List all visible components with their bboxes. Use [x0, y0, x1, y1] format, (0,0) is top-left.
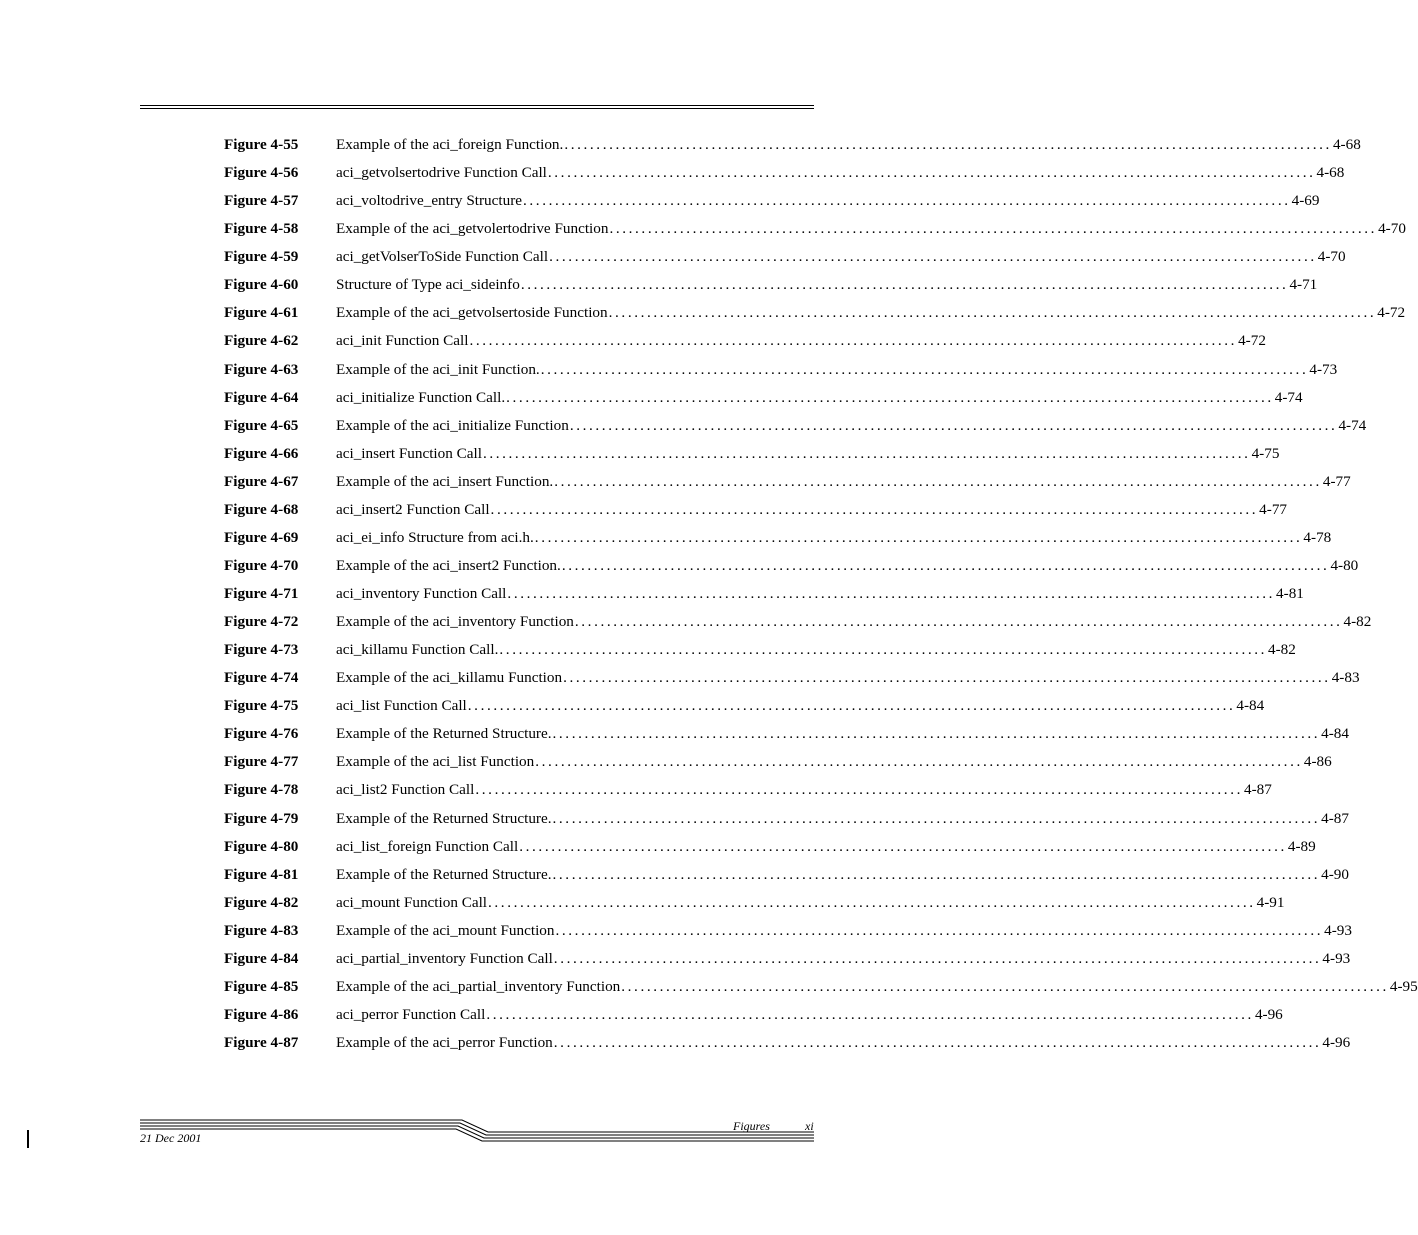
figure-number: Figure 4-64 [224, 388, 299, 406]
figure-entry [336, 496, 1288, 524]
figure-number: Figure 4-86 [224, 1005, 299, 1023]
figure-entry [336, 412, 1367, 440]
toc-entry[interactable] [224, 440, 1280, 468]
toc-entry[interactable] [224, 187, 1320, 215]
page-reference: 4-77 [1322, 472, 1351, 490]
figure-title: Example of the aci_partial_inventory Function [336, 977, 621, 995]
dot-leader: ........................................................................................................................ [486, 1005, 1254, 1023]
toc-entry[interactable] [224, 384, 1303, 412]
figure-number: Figure 4-80 [224, 837, 299, 855]
figure-entry [336, 131, 1361, 159]
page-reference: 4-90 [1321, 865, 1349, 883]
figure-number: Figure 4-67 [224, 472, 299, 490]
page-reference: 4-83 [1331, 669, 1360, 687]
toc-entry[interactable] [224, 945, 1351, 973]
page-reference: 4-70 [1378, 220, 1406, 238]
toc-entry[interactable] [224, 720, 1349, 748]
figure-entry [336, 692, 1265, 720]
figure-number: Figure 4-73 [224, 641, 299, 659]
page-reference: 4-93 [1322, 949, 1351, 967]
figure-number: Figure 4-83 [224, 921, 299, 939]
toc-entry[interactable] [224, 833, 1316, 861]
figure-number: Figure 4-69 [224, 528, 299, 546]
page-reference: 4-77 [1259, 500, 1288, 518]
dot-leader: ........................................................................................................................ [523, 192, 1291, 210]
figure-number: Figure 4-70 [224, 556, 299, 574]
figure-entry [336, 215, 1406, 243]
toc-entry[interactable] [224, 861, 1349, 889]
figure-number: Figure 4-68 [224, 500, 299, 518]
dot-leader: ........................................................................................................................ [540, 360, 1309, 378]
page-reference: 4-78 [1303, 528, 1332, 546]
page-reference: 4-80 [1330, 556, 1359, 574]
dot-leader: ........................................................................................................................ [564, 136, 1332, 153]
figure-number: Figure 4-87 [224, 1034, 299, 1051]
figure-number: Figure 4-82 [224, 893, 299, 911]
page-reference: 4-74 [1338, 416, 1367, 434]
change-bar [27, 1130, 29, 1148]
dot-leader: ........................................................................................................................ [488, 893, 1256, 911]
page-reference: 4-96 [1322, 1034, 1351, 1051]
figure-entry [336, 889, 1285, 917]
figure-title: Example of the aci_inventory Function [336, 613, 574, 631]
toc-entry[interactable] [224, 917, 1352, 945]
figure-title: aci_insert Function Call [336, 444, 482, 462]
figure-number: Figure 4-71 [224, 585, 299, 602]
header-rule-top [140, 105, 814, 106]
page-reference: 4-70 [1317, 248, 1346, 266]
dot-leader: ........................................................................................................................ [506, 388, 1274, 406]
figure-number: Figure 4-78 [224, 781, 299, 799]
toc-entry[interactable] [224, 636, 1296, 664]
toc-entry[interactable] [224, 412, 1367, 440]
toc-entry[interactable] [224, 356, 1338, 384]
dot-leader: ........................................................................................................................ [547, 164, 1316, 182]
figure-entry [336, 271, 1318, 299]
toc-entry[interactable] [224, 973, 1418, 1001]
figure-number: Figure 4-58 [224, 220, 299, 238]
figure-number: Figure 4-74 [224, 669, 299, 687]
figure-number: Figure 4-81 [224, 865, 299, 883]
footer-date: 21 Dec 2001 [140, 1131, 202, 1145]
page-reference: 4-84 [1236, 697, 1265, 715]
figure-entry [336, 608, 1372, 636]
figure-number: Figure 4-79 [224, 809, 299, 827]
figure-number: Figure 4-56 [224, 164, 299, 182]
toc-entry[interactable] [224, 552, 1359, 580]
page-reference: 4-84 [1321, 725, 1349, 743]
figure-title: aci_list Function Call [336, 697, 467, 715]
figure-entry [336, 664, 1360, 692]
figure-entry [336, 833, 1316, 861]
figure-title: Example of the Returned Structure. [336, 809, 552, 827]
figure-title: aci_getvolsertodrive Function Call [336, 164, 547, 182]
page-reference: 4-68 [1332, 136, 1361, 153]
dot-leader: ........................................................................................................................ [563, 669, 1331, 687]
dot-leader: ........................................................................................................................ [482, 444, 1251, 462]
dot-leader: ........................................................................................................................ [475, 781, 1243, 799]
figure-title: Example of the aci_init Function. [336, 360, 540, 378]
figure-entry [336, 159, 1345, 187]
figure-number: Figure 4-72 [224, 613, 299, 631]
figure-number: Figure 4-62 [224, 332, 299, 350]
page-reference: 4-91 [1256, 893, 1285, 911]
figure-entry [336, 327, 1266, 355]
figure-title: aci_getVolserToSide Function Call [336, 248, 549, 266]
page-reference: 4-82 [1343, 613, 1372, 631]
page-reference: 4-87 [1244, 781, 1272, 799]
figure-title: aci_mount Function Call [336, 893, 488, 911]
figure-number: Figure 4-84 [224, 949, 299, 967]
page-reference: 4-71 [1289, 276, 1318, 294]
toc-entry[interactable] [224, 608, 1372, 636]
figure-title: aci_voltodrive_entry Structure [336, 192, 522, 210]
figure-entry [336, 917, 1352, 945]
figure-number: Figure 4-63 [224, 360, 299, 378]
page-reference: 4-82 [1268, 641, 1296, 659]
page-reference: 4-89 [1287, 837, 1316, 855]
figure-entry [336, 356, 1338, 384]
figure-entry [336, 861, 1349, 889]
dot-leader: ........................................................................................................................ [467, 697, 1236, 715]
figure-title: Structure of Type aci_sideinfo [336, 276, 520, 294]
toc-entry[interactable] [224, 692, 1265, 720]
dot-leader: ........................................................................................................................ [552, 809, 1321, 827]
figure-number: Figure 4-59 [224, 248, 299, 266]
dot-leader: ........................................................................................................................ [574, 613, 1343, 631]
figure-title: Example of the aci_insert Function. [336, 472, 554, 490]
header-rule-bottom [140, 108, 814, 109]
figure-entry [336, 805, 1349, 833]
dot-leader: ........................................................................................................................ [490, 500, 1259, 518]
figure-entry [336, 748, 1332, 776]
figure-entry [336, 720, 1349, 748]
figure-title: aci_init Function Call [336, 332, 469, 350]
toc-entry[interactable] [224, 805, 1349, 833]
toc-entry[interactable] [224, 131, 1361, 159]
figure-entry [336, 440, 1280, 468]
dot-leader: ........................................................................................................................ [553, 1034, 1322, 1051]
figure-title: Example of the aci_mount Function [336, 921, 555, 939]
dot-leader: ........................................................................................................................ [553, 949, 1322, 967]
figure-number: Figure 4-77 [224, 753, 299, 771]
figure-number: Figure 4-66 [224, 444, 299, 462]
page-reference: 4-75 [1251, 444, 1280, 462]
dot-leader: ........................................................................................................................ [549, 248, 1317, 266]
page-reference: 4-69 [1291, 192, 1320, 210]
toc-entry[interactable] [224, 243, 1346, 271]
page-reference: 4-95 [1389, 977, 1418, 995]
figure-title: aci_inventory Function Call [336, 585, 507, 602]
dot-leader: ........................................................................................................................ [507, 585, 1276, 602]
figure-title: Example of the aci_list Function [336, 753, 535, 771]
figure-entry [336, 945, 1351, 973]
figure-title: aci_perror Function Call [336, 1005, 486, 1023]
figure-number: Figure 4-65 [224, 416, 299, 434]
figure-title: aci_killamu Function Call. [336, 641, 499, 659]
toc-entry[interactable] [224, 524, 1332, 552]
toc-entry[interactable] [224, 468, 1351, 496]
figure-title: Example of the aci_insert2 Function. [336, 556, 561, 574]
footer-section-name: Figures [733, 1119, 770, 1133]
dot-leader: ........................................................................................................................ [555, 921, 1324, 939]
page-reference: 4-72 [1238, 332, 1266, 350]
dot-leader: ........................................................................................................................ [621, 977, 1389, 995]
figure-entry [336, 468, 1351, 496]
dot-leader: ........................................................................................................................ [552, 865, 1321, 883]
toc-entry[interactable] [224, 748, 1332, 776]
figure-entry [336, 384, 1303, 412]
figure-entry [336, 552, 1359, 580]
figure-title: aci_ei_info Structure from aci.h. [336, 528, 534, 546]
figure-title: Example of the aci_killamu Function [336, 669, 563, 687]
dot-leader: ........................................................................................................................ [520, 276, 1289, 294]
dot-leader: ........................................................................................................................ [561, 556, 1330, 574]
page-reference: 4-68 [1316, 164, 1345, 182]
figure-entry [336, 243, 1346, 271]
figure-entry [336, 580, 1304, 608]
figure-number: Figure 4-75 [224, 697, 299, 715]
dot-leader: ........................................................................................................................ [569, 416, 1338, 434]
footer-page-number: xi [805, 1119, 814, 1133]
dot-leader: ........................................................................................................................ [499, 641, 1268, 659]
toc-entry[interactable] [224, 580, 1304, 608]
figure-title: Example of the aci_getvolsertoside Function [336, 304, 608, 322]
figure-entry [336, 187, 1320, 215]
page-reference: 4-74 [1274, 388, 1303, 406]
toc-entry[interactable] [224, 496, 1288, 524]
toc-entry[interactable] [224, 1001, 1283, 1029]
list-of-figures [224, 131, 1418, 1057]
toc-entry[interactable] [224, 299, 1406, 327]
page-reference: 4-72 [1377, 304, 1406, 322]
page-reference: 4-73 [1309, 360, 1338, 378]
toc-entry[interactable] [224, 1029, 1351, 1057]
dot-leader: ........................................................................................................................ [552, 725, 1321, 743]
page-reference: 4-86 [1303, 753, 1332, 771]
toc-entry[interactable] [224, 664, 1360, 692]
figure-number: Figure 4-57 [224, 192, 299, 210]
dot-leader: ........................................................................................................................ [609, 220, 1378, 238]
dot-leader: ........................................................................................................................ [469, 332, 1238, 350]
figure-number: Figure 4-55 [224, 136, 299, 153]
page-reference: 4-96 [1254, 1005, 1283, 1023]
page-reference: 4-87 [1321, 809, 1349, 827]
figure-number: Figure 4-60 [224, 276, 299, 294]
figure-entry [336, 524, 1332, 552]
figure-title: Example of the aci_perror Function [336, 1034, 553, 1051]
dot-leader: ........................................................................................................................ [554, 472, 1322, 490]
figure-number: Figure 4-76 [224, 725, 299, 743]
dot-leader: ........................................................................................................................ [519, 837, 1287, 855]
dot-leader: ........................................................................................................................ [608, 304, 1377, 322]
figure-title: aci_list_foreign Function Call [336, 837, 519, 855]
figure-title: Example of the Returned Structure. [336, 725, 552, 743]
toc-entry[interactable] [224, 271, 1318, 299]
toc-entry[interactable] [224, 215, 1406, 243]
toc-entry[interactable] [224, 889, 1285, 917]
figure-entry [336, 636, 1296, 664]
dot-leader: ........................................................................................................................ [534, 528, 1303, 546]
figure-title: Example of the Returned Structure. [336, 865, 552, 883]
figure-title: aci_partial_inventory Function Call [336, 949, 553, 967]
figure-title: Example of the aci_initialize Function [336, 416, 569, 434]
toc-entry[interactable] [224, 159, 1345, 187]
figure-number: Figure 4-85 [224, 977, 299, 995]
figure-entry [336, 1029, 1351, 1057]
toc-entry[interactable] [224, 327, 1266, 355]
dot-leader: ........................................................................................................................ [535, 753, 1303, 771]
figure-entry [336, 299, 1406, 327]
figure-title: Example of the aci_foreign Function. [336, 136, 564, 153]
figure-title: aci_list2 Function Call [336, 781, 475, 799]
figure-entry [336, 1001, 1283, 1029]
figure-title: aci_initialize Function Call. [336, 388, 506, 406]
page-reference: 4-93 [1324, 921, 1352, 939]
figure-title: Example of the aci_getvolertodrive Function [336, 220, 609, 238]
figure-title: aci_insert2 Function Call [336, 500, 490, 518]
figure-number: Figure 4-61 [224, 304, 299, 322]
figure-entry [336, 973, 1418, 1001]
toc-entry[interactable] [224, 776, 1272, 804]
figure-entry [336, 776, 1272, 804]
page-reference: 4-81 [1276, 585, 1304, 602]
